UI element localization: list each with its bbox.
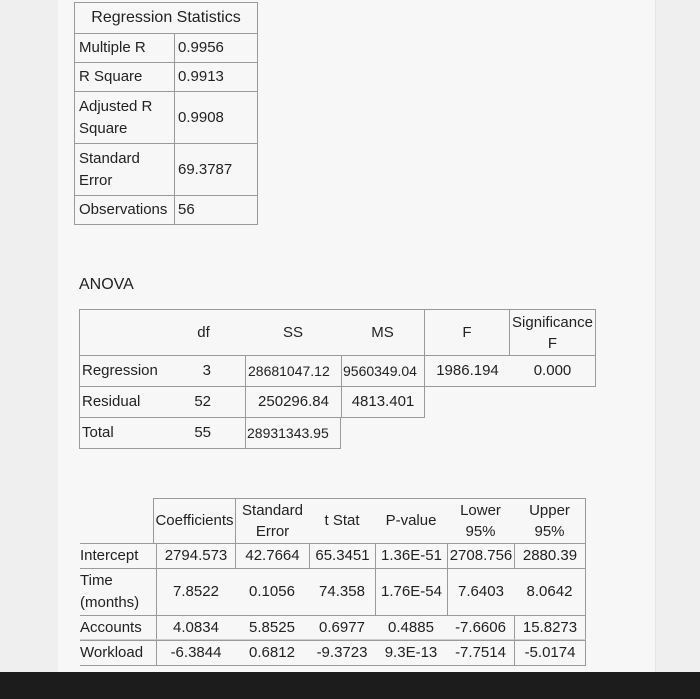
- coef-cell-upper-95: 8.0642: [514, 569, 586, 616]
- anova-cell-ms: 9560349.04: [341, 356, 425, 387]
- coef-header-lower-95: Lower 95%: [447, 498, 514, 543]
- coef-row-label: Intercept: [80, 543, 156, 569]
- anova-header-ms: MS: [341, 309, 425, 356]
- coef-cell-standard-error: 42.7664: [235, 543, 309, 569]
- anova-cell-df: 55: [162, 418, 245, 449]
- coef-cell-standard-error: 0.6812: [235, 640, 309, 666]
- stat-label: R Square: [74, 63, 174, 92]
- bottom-shadow-bar: [0, 672, 700, 699]
- coef-cell-standard-error: 5.8525: [235, 616, 309, 640]
- coef-row-label: Workload: [80, 640, 156, 666]
- stat-value: 0.9908: [174, 92, 258, 144]
- coef-cell-p-value: 1.36E-51: [375, 543, 447, 569]
- coef-cell-lower-95: 2708.756: [447, 543, 514, 569]
- coef-cell-t-stat: -9.3723: [309, 640, 375, 666]
- coef-header-p-value: P-value: [375, 498, 447, 543]
- anova-row-label: Regression: [79, 356, 162, 387]
- coef-cell-t-stat: 74.358: [309, 569, 375, 616]
- anova-row-label: Total: [79, 418, 162, 449]
- stat-label: Multiple R: [74, 34, 174, 63]
- coef-cell-upper-95: -5.0174: [514, 640, 586, 666]
- coef-cell-coefficient: 4.0834: [156, 616, 235, 640]
- coef-cell-upper-95: 2880.39: [514, 543, 586, 569]
- anova-cell-f: 1986.194: [425, 356, 510, 387]
- anova-header-significance-f: Significance F: [510, 309, 596, 356]
- anova-title: ANOVA: [79, 276, 134, 293]
- coef-row-label: Accounts: [80, 616, 156, 640]
- stat-label: Observations: [74, 196, 174, 225]
- stat-value: 0.9913: [174, 63, 258, 92]
- anova-cell-df: 52: [162, 387, 245, 418]
- coef-cell-upper-95: 15.8273: [514, 616, 586, 640]
- anova-cell-df: 3: [162, 356, 245, 387]
- coef-cell-coefficient: -6.3844: [156, 640, 235, 666]
- anova-cell-ss: 28681047.12: [245, 356, 341, 387]
- stat-value: 69.3787: [174, 144, 258, 196]
- coef-cell-standard-error: 0.1056: [235, 569, 309, 616]
- anova-cell-ss: 28931343.95: [245, 418, 341, 449]
- anova-cell-ms: 4813.401: [341, 387, 425, 418]
- stat-value: 0.9956: [174, 34, 258, 63]
- coef-cell-p-value: 0.4885: [375, 616, 447, 640]
- anova-cell-significance: 0.000: [510, 356, 596, 387]
- anova-header-df: df: [162, 309, 245, 356]
- coef-cell-t-stat: 65.3451: [309, 543, 375, 569]
- anova-header-blank: [79, 309, 162, 356]
- coef-cell-t-stat: 0.6977: [309, 616, 375, 640]
- coef-cell-coefficient: 7.8522: [156, 569, 235, 616]
- anova-header-ss: SS: [245, 309, 341, 356]
- coef-row-label: Time (months): [80, 569, 156, 616]
- coef-cell-lower-95: 7.6403: [447, 569, 514, 616]
- stat-value: 56: [174, 196, 258, 225]
- coef-header-coefficients: Coefficients: [153, 498, 235, 543]
- coef-header-standard-error: Standard Error: [235, 498, 309, 543]
- regression-statistics-title: Regression Statistics: [74, 2, 258, 34]
- anova-cell-ss: 250296.84: [245, 387, 341, 418]
- anova-header-f: F: [425, 309, 510, 356]
- coef-cell-coefficient: 2794.573: [156, 543, 235, 569]
- coef-cell-p-value: 9.3E-13: [375, 640, 447, 666]
- stat-label: Standard Error: [74, 144, 174, 196]
- coef-cell-lower-95: -7.6606: [447, 616, 514, 640]
- stat-label: Adjusted R Square: [74, 92, 174, 144]
- coef-cell-p-value: 1.76E-54: [375, 569, 447, 616]
- coef-header-upper-95: Upper 95%: [514, 498, 586, 543]
- coef-cell-lower-95: -7.7514: [447, 640, 514, 666]
- coef-header-t-stat: t Stat: [309, 498, 375, 543]
- anova-row-label: Residual: [79, 387, 162, 418]
